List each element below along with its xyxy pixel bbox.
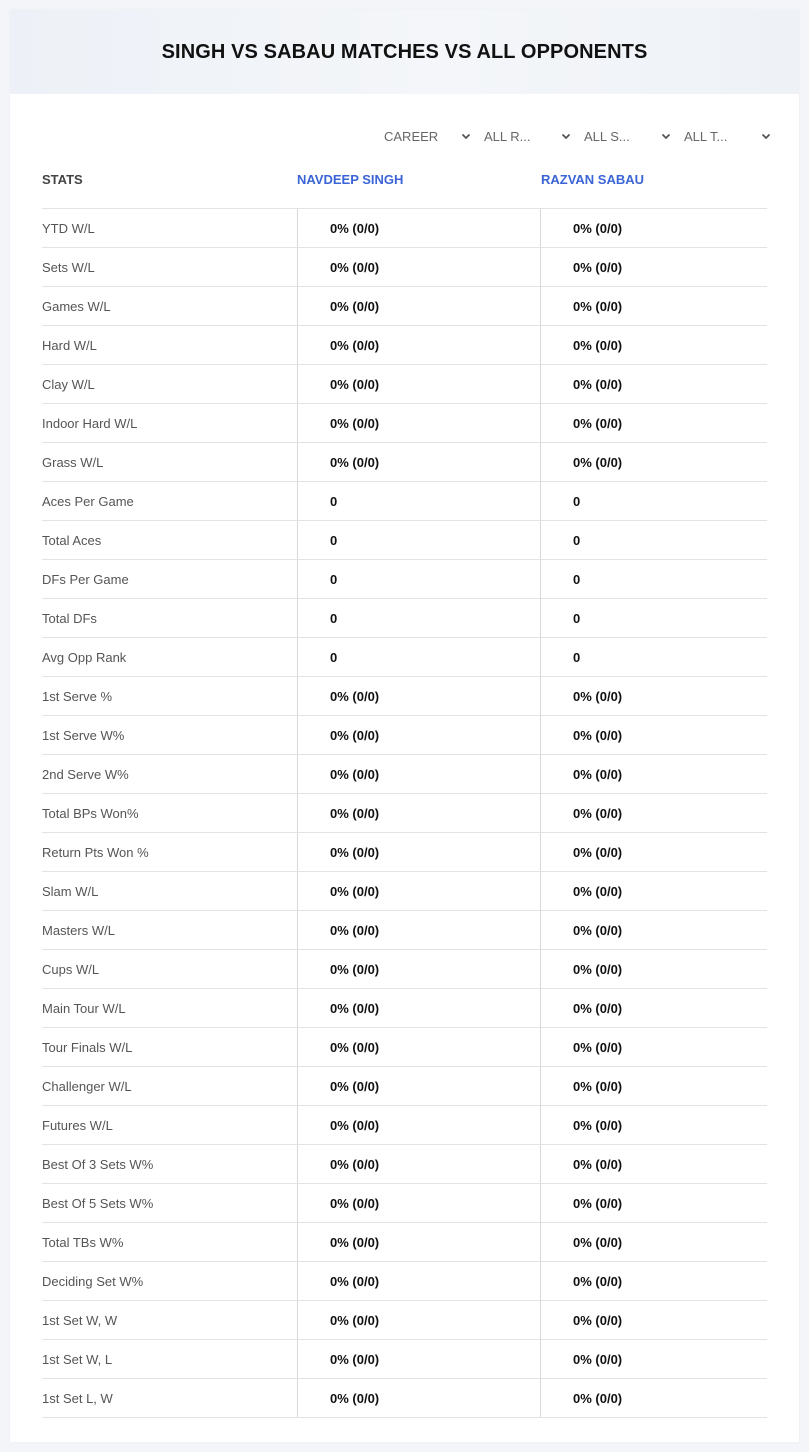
stat-label: Cups W/L	[42, 961, 100, 977]
player1-value: 0% (0/0)	[297, 1145, 540, 1183]
player2-value: 0	[540, 638, 767, 676]
stat-label: Games W/L	[42, 298, 111, 314]
player2-value: 0% (0/0)	[540, 989, 767, 1027]
stats-table	[42, 208, 767, 1418]
player1-value: 0	[297, 482, 540, 520]
table-row	[42, 248, 767, 287]
table-row	[42, 404, 767, 443]
table-row	[42, 989, 767, 1028]
stat-label: Total Aces	[42, 532, 102, 548]
filter-tournaments-select[interactable]	[682, 126, 772, 146]
player1-value: 0% (0/0)	[297, 989, 540, 1027]
player2-value: 0% (0/0)	[540, 1145, 767, 1183]
player1-value: 0% (0/0)	[297, 950, 540, 988]
stat-label: Indoor Hard W/L	[42, 415, 138, 431]
player2-value: 0	[540, 521, 767, 559]
player2-value: 0% (0/0)	[540, 1067, 767, 1105]
stat-label: Grass W/L	[42, 454, 104, 470]
table-row	[42, 794, 767, 833]
player2-value: 0% (0/0)	[540, 833, 767, 871]
stat-label: Total TBs W%	[42, 1234, 124, 1250]
filter-label: ALL T...	[684, 128, 728, 144]
filter-label: ALL S...	[584, 128, 630, 144]
filter-career-select[interactable]	[382, 126, 472, 146]
player2-value: 0% (0/0)	[540, 872, 767, 910]
player1-value: 0% (0/0)	[297, 1262, 540, 1300]
stat-label: YTD W/L	[42, 220, 95, 236]
table-row	[42, 209, 767, 248]
stat-label: Masters W/L	[42, 922, 115, 938]
player2-value: 0% (0/0)	[540, 365, 767, 403]
table-row	[42, 599, 767, 638]
table-row	[42, 482, 767, 521]
filter-label: ALL R...	[484, 128, 531, 144]
stat-label: Avg Opp Rank	[42, 649, 127, 665]
player2-value: 0% (0/0)	[540, 911, 767, 949]
stat-label: 1st Serve %	[42, 688, 113, 704]
player1-value: 0% (0/0)	[297, 833, 540, 871]
stat-label: 2nd Serve W%	[42, 766, 129, 782]
chevron-down-icon	[560, 130, 572, 142]
filter-rounds-select[interactable]	[482, 126, 572, 146]
stat-label: Return Pts Won %	[42, 844, 149, 860]
player1-value: 0	[297, 638, 540, 676]
player1-value: 0% (0/0)	[297, 1067, 540, 1105]
player1-value: 0% (0/0)	[297, 1301, 540, 1339]
player1-value: 0	[297, 521, 540, 559]
stat-label: Futures W/L	[42, 1117, 113, 1133]
table-row	[42, 638, 767, 677]
table-row	[42, 1301, 767, 1340]
player1-value: 0% (0/0)	[297, 1223, 540, 1261]
table-row	[42, 1145, 767, 1184]
player2-value: 0	[540, 482, 767, 520]
stat-label: Challenger W/L	[42, 1078, 132, 1094]
filter-bar	[382, 126, 782, 146]
player2-value: 0% (0/0)	[540, 326, 767, 364]
player2-value: 0% (0/0)	[540, 1379, 767, 1417]
table-row	[42, 872, 767, 911]
player2-value: 0% (0/0)	[540, 404, 767, 442]
player1-value: 0% (0/0)	[297, 326, 540, 364]
stat-label: Tour Finals W/L	[42, 1039, 133, 1055]
player1-value: 0% (0/0)	[297, 911, 540, 949]
player1-value: 0	[297, 560, 540, 598]
table-row	[42, 833, 767, 872]
table-row	[42, 287, 767, 326]
stat-label: 1st Serve W%	[42, 727, 125, 743]
table-row	[42, 1340, 767, 1379]
player1-value: 0	[297, 599, 540, 637]
player1-value: 0% (0/0)	[297, 209, 540, 247]
stat-label: Best Of 5 Sets W%	[42, 1195, 154, 1211]
column-header-stats: STATS	[42, 172, 83, 187]
table-row	[42, 1028, 767, 1067]
table-row	[42, 443, 767, 482]
player1-value: 0% (0/0)	[297, 1379, 540, 1417]
stat-label: Clay W/L	[42, 376, 95, 392]
chevron-down-icon	[760, 130, 772, 142]
player2-value: 0% (0/0)	[540, 287, 767, 325]
table-row	[42, 1067, 767, 1106]
player1-value: 0% (0/0)	[297, 1184, 540, 1222]
table-row	[42, 911, 767, 950]
player2-value: 0% (0/0)	[540, 755, 767, 793]
stat-label: Slam W/L	[42, 883, 99, 899]
player2-value: 0	[540, 599, 767, 637]
table-row	[42, 560, 767, 599]
player2-value: 0% (0/0)	[540, 1301, 767, 1339]
player2-value: 0% (0/0)	[540, 443, 767, 481]
card-header	[10, 10, 799, 94]
player2-value: 0	[540, 560, 767, 598]
player2-value: 0% (0/0)	[540, 716, 767, 754]
player1-value: 0% (0/0)	[297, 872, 540, 910]
player1-value: 0% (0/0)	[297, 1340, 540, 1378]
chevron-down-icon	[660, 130, 672, 142]
stat-label: 1st Set L, W	[42, 1390, 113, 1406]
column-header-player1[interactable]: NAVDEEP SINGH	[297, 172, 404, 187]
table-row	[42, 326, 767, 365]
player2-value: 0% (0/0)	[540, 1223, 767, 1261]
player2-value: 0% (0/0)	[540, 1106, 767, 1144]
player1-value: 0% (0/0)	[297, 677, 540, 715]
stat-label: DFs Per Game	[42, 571, 129, 587]
stat-label: Deciding Set W%	[42, 1273, 144, 1289]
player1-value: 0% (0/0)	[297, 443, 540, 481]
player1-value: 0% (0/0)	[297, 755, 540, 793]
table-row	[42, 716, 767, 755]
filter-surfaces-select[interactable]	[582, 126, 672, 146]
player1-value: 0% (0/0)	[297, 365, 540, 403]
table-row	[42, 1379, 767, 1418]
table-row	[42, 365, 767, 404]
stat-label: Sets W/L	[42, 259, 95, 275]
player1-value: 0% (0/0)	[297, 248, 540, 286]
table-row	[42, 1262, 767, 1301]
stat-label: 1st Set W, W	[42, 1312, 118, 1328]
player2-value: 0% (0/0)	[540, 950, 767, 988]
stat-label: Total BPs Won%	[42, 805, 139, 821]
player2-value: 0% (0/0)	[540, 1028, 767, 1066]
player2-value: 0% (0/0)	[540, 677, 767, 715]
player2-value: 0% (0/0)	[540, 794, 767, 832]
stat-label: Total DFs	[42, 610, 97, 626]
column-header-player2[interactable]: RAZVAN SABAU	[541, 172, 645, 187]
player1-value: 0% (0/0)	[297, 716, 540, 754]
stats-card	[10, 10, 799, 1442]
player1-value: 0% (0/0)	[297, 1028, 540, 1066]
stat-label: Main Tour W/L	[42, 1000, 126, 1016]
stat-label: 1st Set W, L	[42, 1351, 113, 1367]
player1-value: 0% (0/0)	[297, 1106, 540, 1144]
filter-label: CAREER	[384, 128, 439, 144]
chevron-down-icon	[460, 130, 472, 142]
player1-value: 0% (0/0)	[297, 794, 540, 832]
stat-label: Hard W/L	[42, 337, 97, 353]
player1-value: 0% (0/0)	[297, 287, 540, 325]
stat-label: Best Of 3 Sets W%	[42, 1156, 154, 1172]
player1-value: 0% (0/0)	[297, 404, 540, 442]
table-row	[42, 755, 767, 794]
player2-value: 0% (0/0)	[540, 1262, 767, 1300]
table-row	[42, 1184, 767, 1223]
table-row	[42, 1223, 767, 1262]
player2-value: 0% (0/0)	[540, 248, 767, 286]
player2-value: 0% (0/0)	[540, 209, 767, 247]
player2-value: 0% (0/0)	[540, 1184, 767, 1222]
table-row	[42, 677, 767, 716]
table-row	[42, 521, 767, 560]
stat-label: Aces Per Game	[42, 493, 134, 509]
table-row	[42, 1106, 767, 1145]
table-row	[42, 950, 767, 989]
player2-value: 0% (0/0)	[540, 1340, 767, 1378]
page-title: SINGH VS SABAU MATCHES VS ALL OPPONENTS	[161, 40, 648, 63]
